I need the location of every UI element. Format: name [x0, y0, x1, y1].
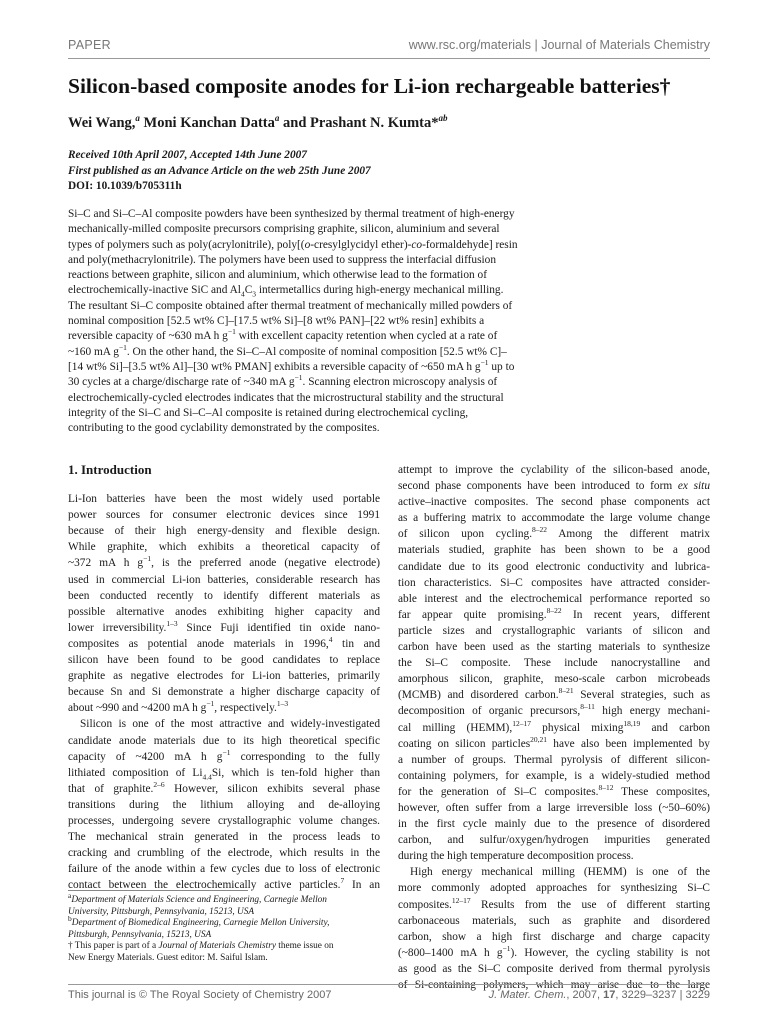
body-line: because Sn and Si demonstrate a higher discharge capacity of	[68, 686, 380, 699]
abstract-line: [14 wt% Si]–[3.5 wt% Al]–[30 wt% PMAN] exhibits a reversible capacity of ~650 mA h $g^{-1}$ up to	[68, 358, 515, 373]
body-line: carbon have been used as the starting materials to synthesize	[398, 641, 710, 654]
footnotes	[68, 890, 380, 965]
body-line: High energy mechanical milling (HEMM) is one of the	[410, 866, 710, 879]
body-line: candidate anode materials due to its high theoretical specific	[68, 734, 380, 747]
body-line: carbon, and sulfur/oxygen/hydrogen impurities generated	[398, 834, 710, 847]
body-line: possible alternative anodes exhibiting higher capacity and	[68, 605, 380, 618]
body-line: silicon have been found to be good candidates to replace	[68, 654, 380, 667]
body-line: containing polymers, for example, is a widely-studied method	[398, 769, 710, 782]
author-name: Wei Wang,	[68, 115, 136, 131]
received-date: Received 10th April 2007, Accepted 14th June 2007	[68, 149, 307, 161]
abstract	[68, 207, 708, 436]
body-line: While graphite, which exhibits a theoretical capacity of	[68, 541, 380, 554]
citation: 8–22	[546, 606, 562, 616]
body-line: about ~990 and ~4200 mA h $g^{-1}$, respectively.$^{1-3}$	[68, 699, 289, 715]
abstract-line: Si–C and Si–C–Al composite powders have been synthesized by thermal treatment of high-energy	[68, 208, 515, 220]
citation: 8–21	[558, 686, 574, 696]
body-line: for the generation of Si–C composites.$^{8-12}$ These composites,	[398, 783, 710, 798]
body-line: the Si–C composite. These include nanocrystalline and	[398, 657, 710, 670]
body-line: Li-Ion batteries have been the most widely used portable	[68, 493, 380, 506]
abstract-line: reversible capacity of ~630 mA h $g^{-1}$ with excellent capacity retention when cycled at a rate of	[68, 327, 498, 343]
body-line: processes, undergoing severe crystallographic volume changes.	[68, 814, 380, 827]
footnote-line: Pittsburgh, Pennsylvania, 15213, USA	[68, 929, 212, 940]
body-line: coating on silicon particles$^{20,21}$ have also been implemented by	[398, 734, 710, 750]
body-line: cracking and crumbling of the electrode, which results in the	[68, 847, 380, 860]
article-type-label: PAPER	[68, 38, 111, 52]
body-line: far appear quite promising.$^{8-22}$ In recent years, different	[398, 606, 710, 621]
citation: 20,21	[530, 734, 548, 744]
abstract-line: contributing to the good cyclability demonstrated by the composites.	[68, 422, 380, 435]
body-line: The mechanical strain generated in the process leads to	[68, 831, 380, 844]
abstract-line: ~160 mA $g^{-1}$. On the other hand, the Si–C–Al composite of nominal composition [52.5 wt% C]–	[68, 342, 507, 358]
doi: DOI: 10.1039/b705311h	[68, 180, 182, 192]
citation: 12–17	[512, 718, 531, 728]
body-line: failure of the anode within a few cycles due to loss of electronic	[68, 863, 380, 876]
body-line: decomposition of organic precursors,$^{8-11}$ high energy mechani-	[398, 702, 710, 718]
page-header	[68, 38, 710, 56]
abstract-line: reactions between graphite, silicon and aluminium, which otherwise lead to the formation of	[68, 269, 487, 282]
footnote-line: $^b$Department of Biomedical Engineering, Carnegie Mellon University,	[68, 914, 330, 929]
citation-info: J. Mater. Chem., 2007, 17, 3229–3237 | 3229	[488, 989, 710, 1001]
body-line: during the high temperature decomposition process.	[398, 850, 634, 863]
body-line: carbon, show a high first discharge and charge capacity	[398, 930, 710, 943]
abstract-line: types of polymers such as poly(acrylonitrile), poly[(o-cresylglycidyl ether)-co-formaldehyde] resin	[68, 238, 518, 251]
journal-header: www.rsc.org/materials | Journal of Materials Chemistry	[408, 38, 710, 52]
body-line: cal milling (HEMM),$^{12-17}$ physical mixing$^{18,19}$ and carbon	[398, 718, 711, 734]
body-line: of Si-containing polymers, which may arise due to the large	[398, 979, 710, 991]
published-date: First published as an Advance Article on the web 25th June 2007	[68, 164, 371, 177]
body-line: (~800–1400 mA h $g^{-1}$). However, the cycling stability is not	[398, 944, 710, 959]
body-line: capacity of ~4200 mA h $g^{-1}$ corresponding to the fully	[68, 747, 380, 763]
abstract-line: electrochemically-inactive SiC and $Al_4C_3$ intermetallics during high-energy mechanical milling.	[68, 284, 504, 299]
abstract-line: and poly(methacrylonitrile). The polymers have been used to suppress the interfacial diffusion	[68, 253, 496, 266]
copyright-notice: This journal is © The Royal Society of Chemistry 2007	[68, 989, 332, 1001]
body-line: active–inactive composites. The second phase components act	[398, 496, 710, 509]
article-title: Silicon-based composite anodes for Li-ion rechargeable batteries†	[68, 74, 671, 98]
body-line: as good as the Si–C composite derived from thermal pyrolysis	[398, 962, 710, 975]
abstract-line: 30 cycles at a charge/discharge rate of ~340 mA $g^{-1}$. Scanning electron microscopy analysis of	[68, 373, 498, 389]
body-line: that of graphite.$^{2-6}$ However, silicon exhibits several phase	[68, 780, 380, 795]
body-line: carbonaceous materials, such as graphite and disordered	[398, 914, 710, 927]
citation: 7	[340, 876, 345, 886]
citation: 8–12	[598, 783, 614, 793]
citation: 4	[328, 635, 333, 645]
body-line: as a buffering matrix to accommodate the large volume change	[398, 512, 710, 525]
abstract-line: integrity of the Si–C and Si–C–Al composite is retained during electrochemical cycling,	[68, 406, 469, 419]
header-rule	[68, 58, 710, 59]
body-line: transitions during the lithium alloying and de-alloying	[68, 798, 380, 811]
body-line: because of their high energy-density and flexible design.	[68, 525, 380, 538]
body-line: tion characteristics. Si–C composites have attracted consider-	[398, 576, 710, 589]
footnote-rule	[68, 890, 248, 891]
body-line: materials studied, graphite has been shown to be a good	[398, 544, 710, 557]
body-line: however, often suffer from a large irreversible loss (~50–60%)	[398, 801, 710, 814]
right-column	[398, 462, 710, 993]
body-line: particle sizes and crystallographic variants of silicon and	[398, 624, 710, 637]
affiliation-mark: ab	[438, 113, 448, 124]
author-list	[68, 115, 448, 132]
footnote-line: New Energy Materials. Guest editor: M. Saiful Islam.	[68, 952, 268, 963]
body-line: ~372 mA h $g^{-1}$, is the preferred anode (negative electrode)	[68, 554, 380, 570]
section-heading: 1. Introduction	[68, 462, 152, 477]
body-line: used in commercial Li-ion batteries, considerable research has	[68, 573, 380, 586]
footer-rule	[68, 984, 710, 985]
author-name: and Prashant N. Kumta*	[279, 115, 439, 131]
footnote-line: † This paper is part of a Journal of Materials Chemistry theme issue on	[68, 941, 334, 952]
body-line: (MCMB) and disordered carbon.$^{8-21}$ Several strategies, such as	[398, 686, 710, 702]
body-line: candidate due to its good electronic conductivity and lubrica-	[398, 560, 710, 573]
affiliation-mark: a	[135, 113, 140, 124]
body-line: graphite as negative electrodes for Li-ion batteries, primarily	[68, 670, 380, 683]
article-dates	[68, 148, 371, 195]
footnote-line: $^a$Department of Materials Science and Engineering, Carnegie Mellon	[68, 890, 327, 905]
citation: 1–3	[166, 619, 178, 629]
author-name: Moni Kanchan Datta	[139, 115, 275, 131]
abstract-line: The resultant Si–C composite obtained after thermal treatment of mechanically milled powders of	[68, 299, 513, 312]
affiliation-mark: a	[274, 113, 280, 124]
body-line: amorphous silicon, graphite, meso-scale carbon microbeads	[398, 673, 710, 686]
abstract-line: nominal composition [52.5 wt% C]–[17.5 wt% Si]–[8 wt% PAN]–[22 wt% resin] exhibits a	[68, 315, 485, 328]
body-line: Silicon is one of the most attractive and widely-investigated	[80, 718, 380, 731]
body-line: in the first cycle mainly due to the presence of disordered	[398, 818, 710, 831]
citation: 12–17	[451, 895, 471, 905]
body-line: able interest and the electrochemical performance reported so	[398, 592, 710, 605]
body-line: more commonly adopted approaches for synthesizing Si–C	[398, 882, 710, 895]
body-line: attempt to improve the cyclability of the silicon-based anode,	[398, 464, 710, 476]
body-line: composites.$^{12-17}$ Results from the use of different starting	[398, 895, 710, 911]
body-line: composites as potential anode materials in 1996,$^4$ tin and	[68, 635, 380, 650]
body-line: lower irreversibility.$^{1-3}$ Since Fuji identified tin oxide nano-	[68, 619, 380, 634]
abstract-line: mechanically-milled composite precursors comprising graphite, silicon, aluminium and several	[68, 223, 500, 236]
citation: 18,19	[623, 718, 641, 728]
body-line: second phase components have been introduced to form ex situ	[398, 480, 711, 493]
left-column	[68, 462, 380, 893]
body-line: power sources for consumer electronic devices since 1991	[68, 509, 380, 522]
body-line: of silicon upon cycling.$^{8-22}$ Among the different matrix	[398, 525, 710, 541]
citation: 8–22	[532, 525, 548, 535]
body-line: lithiated composition of $Li_{4.4}Si$, which is ten-fold higher than	[68, 766, 380, 781]
footnote-line: University, Pittsburgh, Pennsylvania, 15213, USA	[68, 906, 255, 917]
page-footer	[68, 989, 710, 1005]
body-line: a number of groups. Thermal pyrolysis of different silicon-	[398, 753, 710, 766]
citation: 2–6	[153, 780, 165, 789]
body-line: been conducted recently to identify different materials as	[68, 589, 380, 602]
citation: 1–3	[276, 699, 289, 709]
citation: 8–11	[580, 702, 595, 712]
body-line: contact between the electrochemically active particles.$^7$ In an	[68, 876, 380, 892]
abstract-line: electrochemically-cycled electrodes indicates that the microstructural stability and the structural	[68, 391, 504, 404]
